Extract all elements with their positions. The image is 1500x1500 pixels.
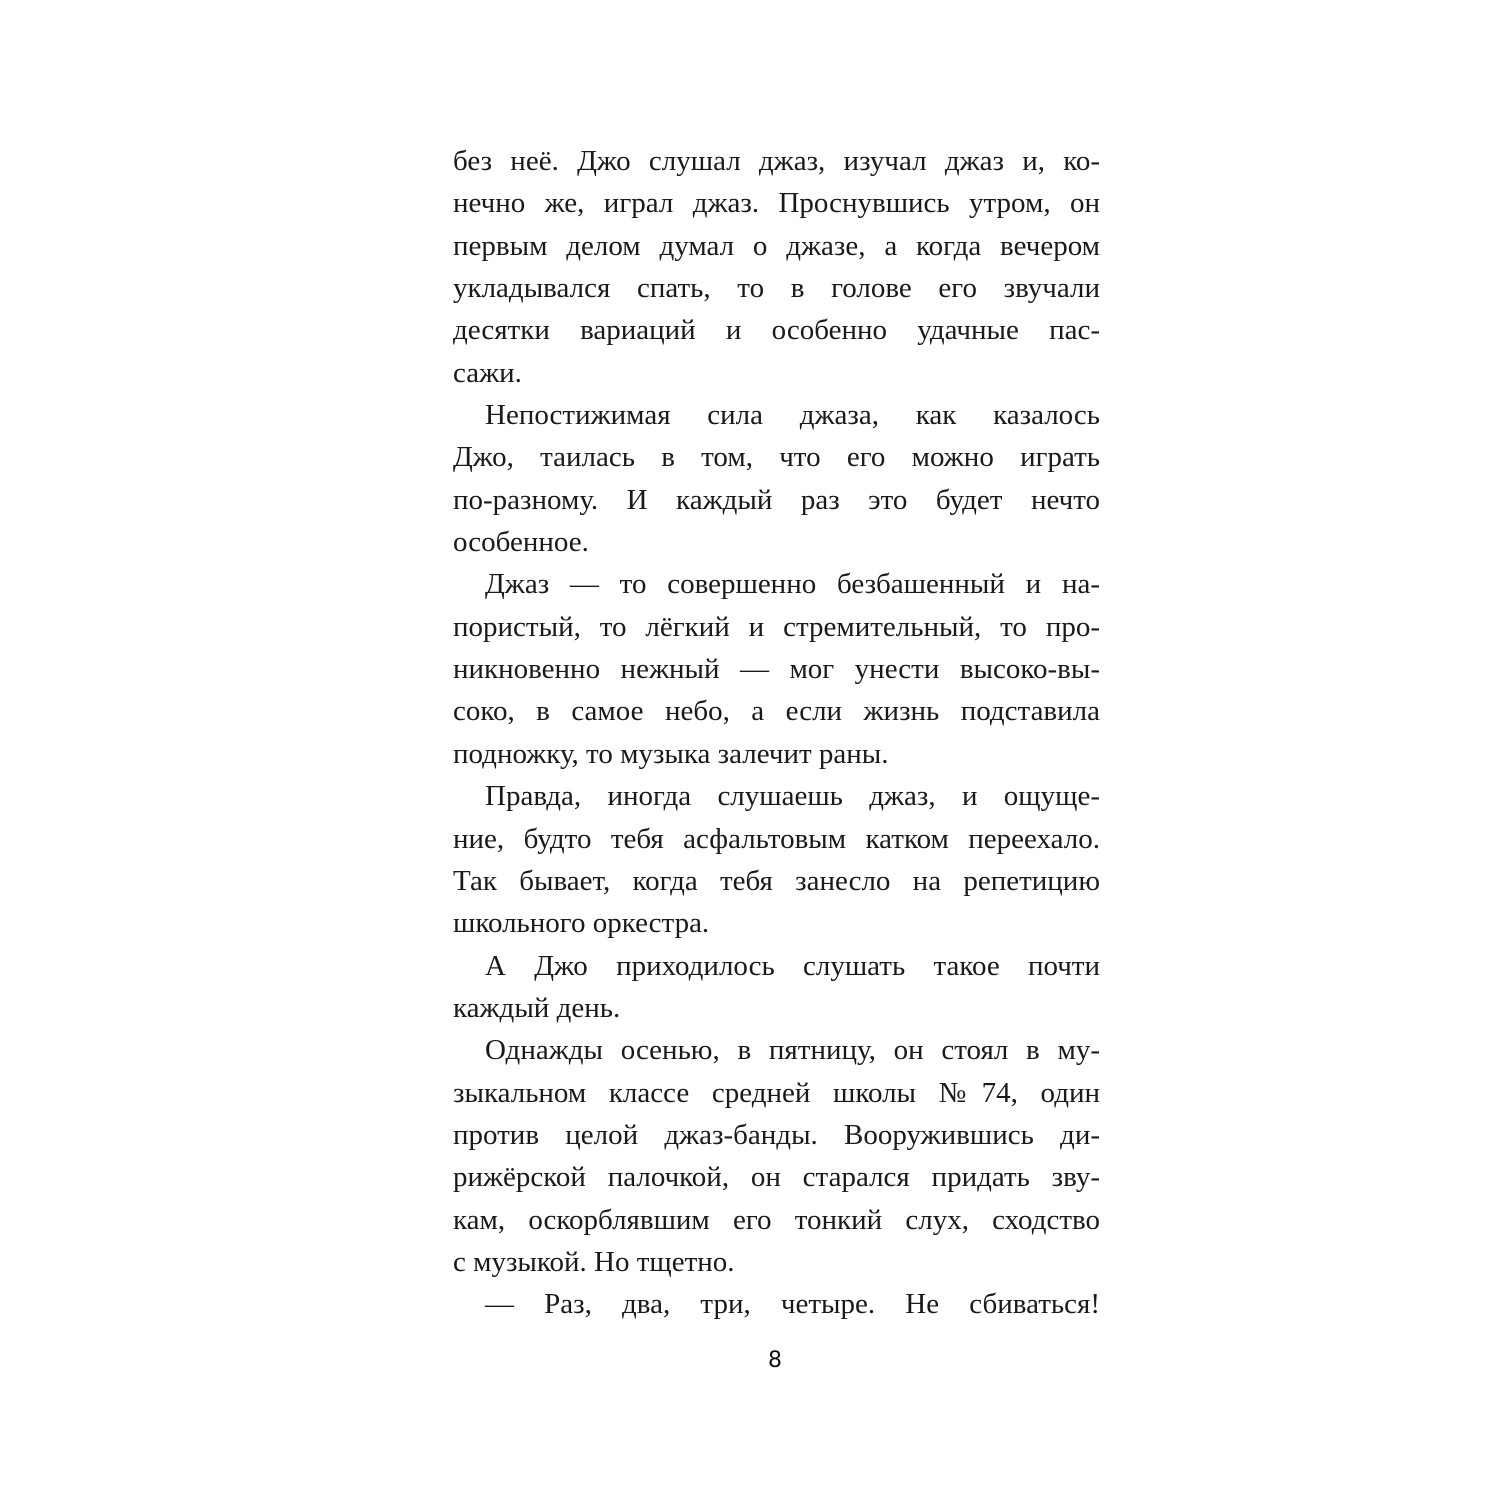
text-line: Однажды осенью, в пятницу, он стоял в му- [485, 1034, 1100, 1067]
text-line: — Раз, два, три, четыре. Не сбиваться! [485, 1288, 1100, 1321]
paragraph [453, 1029, 1100, 1283]
text-line: кам, оскорблявшим его тонкий слух, сходство [453, 1203, 1100, 1236]
page-body-text [453, 140, 1100, 1326]
text-line: по-разному. И каждый раз это будет нечто [453, 483, 1100, 516]
paragraph [453, 775, 1100, 944]
text-line: Непостижимая сила джаза, как казалось [485, 399, 1100, 432]
text-line: соко, в самое небо, а если жизнь подставила [453, 695, 1100, 728]
text-line: никновенно нежный — мог унести высоко-вы- [453, 653, 1100, 686]
page-number: 8 [768, 1348, 782, 1373]
text-line: А Джо приходилось слушать такое почти [485, 949, 1100, 982]
text-line: десятки вариаций и особенно удачные пас- [453, 314, 1100, 347]
text-line: против целой джаз-банды. Вооружившись ди- [453, 1118, 1100, 1151]
text-line: сажи. [453, 356, 522, 389]
text-line: Джаз — то совершенно безбашенный и на- [485, 568, 1100, 601]
paragraph [453, 140, 1100, 394]
text-line: укладывался спать, то в голове его звучали [453, 272, 1100, 305]
paragraph [453, 394, 1100, 563]
text-line: ние, будто тебя асфальтовым катком переехало. [453, 822, 1100, 855]
text-line: каждый день. [453, 991, 621, 1024]
text-line: первым делом думал о джазе, а когда вечером [453, 229, 1100, 262]
text-line: подножку, то музыка залечит раны. [453, 737, 889, 770]
text-line: особенное. [453, 526, 589, 559]
text-line: Так бывает, когда тебя занесло на репетицию [453, 864, 1100, 897]
text-line: с музыкой. Но тщетно. [453, 1245, 735, 1278]
text-line: нечно же, играл джаз. Проснувшись утром, он [453, 187, 1100, 220]
text-line: пористый, то лёгкий и стремительный, то про- [453, 610, 1100, 643]
text-line: школьного оркестра. [453, 907, 710, 940]
text-line: рижёрской палочкой, он старался придать зву- [453, 1161, 1100, 1194]
paragraph [453, 1283, 1100, 1325]
paragraph [453, 563, 1100, 775]
text-line: Джо, таилась в том, что его можно играть [453, 441, 1100, 474]
text-line: Правда, иногда слушаешь джаз, и ощуще- [485, 780, 1100, 813]
text-line: зыкальном классе средней школы №74, один [453, 1076, 1100, 1109]
paragraph [453, 945, 1100, 1030]
text-line: без неё. Джо слушал джаз, изучал джаз и, ко- [453, 145, 1100, 177]
